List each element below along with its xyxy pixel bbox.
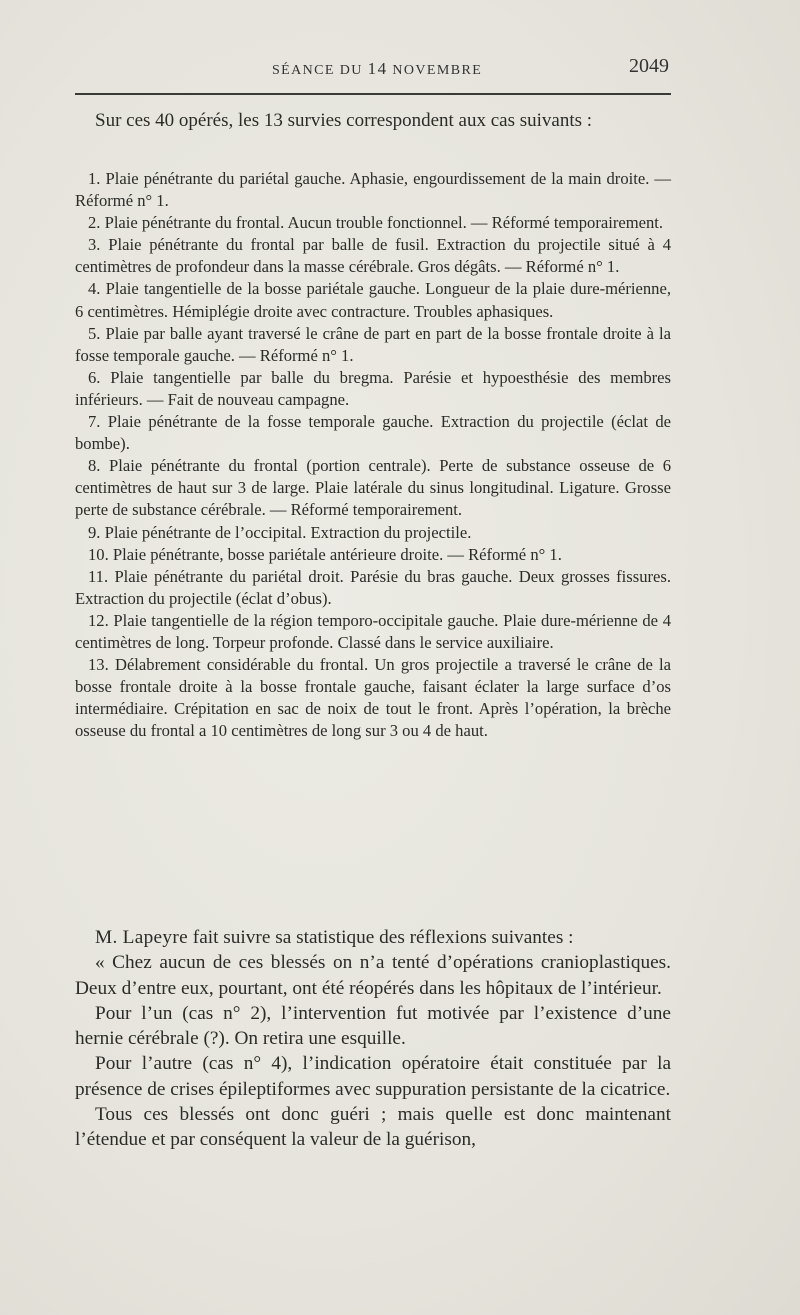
case-item: 12. Plaie tangentielle de la région temporo-occipitale gauche. Plaie dure-mérienne de 4 centimètres de long. Torpeur profonde. Classé dans le service auxiliaire.: [75, 610, 671, 652]
page-number: 2049: [629, 55, 669, 77]
case-item: 10. Plaie pénétrante, bosse pariétale antérieure droite. — Réformé n° 1.: [88, 544, 562, 564]
discussion-paragraph: « Chez aucun de ces blessés on n’a tenté d’opérations cranioplastiques. Deux d’entre eux, pourtant, ont été réopérés dans les hôpitaux de l’intérieur.: [75, 952, 671, 999]
case-item: 8. Plaie pénétrante du frontal (portion centrale). Perte de substance osseuse de 6 centimètres de haut sur 3 de large. Plaie latérale du sinus longitudinal. Ligature. Grosse perte de substance cérébrale. — Réformé temporairement.: [75, 456, 671, 520]
case-item: 4. Plaie tangentielle de la bosse pariétale gauche. Longueur de la plaie dure-mérienne, 6 centimètres. Hémiplégie droite avec contracture. Troubles aphasiques.: [75, 279, 671, 321]
running-head-day: 14: [367, 59, 388, 78]
intro-paragraph: Sur ces 40 opérés, les 13 survies correspondent aux cas suivants :: [95, 110, 593, 131]
running-head: [272, 59, 482, 79]
case-item: 1. Plaie pénétrante du pariétal gauche. Aphasie, engourdissement de la main droite. — Réformé n° 1.: [75, 169, 671, 211]
running-head-suffix: NOVEMBRE: [387, 63, 483, 78]
case-item: 11. Plaie pénétrante du pariétal droit. Parésie du bras gauche. Deux grosses fissures. Extraction du projectile (éclat d’obus).: [75, 566, 671, 608]
discussion-paragraph: Tous ces blessés ont donc guéri ; mais quelle est donc maintenant l’étendue et par conséquent la valeur de la guérison,: [75, 1104, 671, 1151]
case-list: [75, 168, 671, 742]
case-item: 13. Délabrement considérable du frontal. Un gros projectile a traversé le crâne de la bosse frontale droite à la bosse frontale gauche, faisant éclater la large surface d’os intermédiaire. Crépitation en sac de noix de tout le front. Après l’opération, la brèche osseuse du frontal a 10 centimètres de long sur 3 ou 4 de haut.: [75, 655, 671, 741]
discussion-paragraph: Pour l’autre (cas n° 4), l’indication opératoire était constituée par la présence de crises épileptiformes avec suppuration persistante de la cicatrice.: [75, 1053, 671, 1100]
discussion-section: [75, 925, 671, 1153]
header-rule: [75, 93, 671, 95]
case-item: 2. Plaie pénétrante du frontal. Aucun trouble fonctionnel. — Réformé temporairement.: [88, 213, 664, 233]
speaker-name: M. Lapeyre: [95, 927, 188, 948]
case-item: 9. Plaie pénétrante de l’occipital. Extraction du projectile.: [88, 522, 472, 542]
case-item: 7. Plaie pénétrante de la fosse temporale gauche. Extraction du projectile (éclat de bombe).: [75, 412, 671, 454]
opening-text: fait suivre sa statistique des réflexions suivantes :: [187, 927, 574, 948]
case-item: 6. Plaie tangentielle par balle du bregma. Parésie et hypoesthésie des membres inférieurs. — Fait de nouveau campagne.: [75, 367, 671, 409]
case-item: 5. Plaie par balle ayant traversé le crâne de part en part de la bosse frontale droite à la fosse temporale gauche. — Réformé n° 1.: [75, 323, 671, 365]
running-head-prefix: SÉANCE DU: [272, 63, 368, 78]
case-item: 3. Plaie pénétrante du frontal par balle de fusil. Extraction du projectile situé à 4 centimètres de profondeur dans la masse cérébrale. Gros dégâts. — Réformé n° 1.: [75, 235, 671, 277]
page-header: [75, 52, 671, 82]
discussion-opening: [75, 925, 671, 950]
discussion-paragraph: Pour l’un (cas n° 2), l’intervention fut motivée par l’existence d’une hernie cérébrale (?). On retira une esquille.: [75, 1002, 671, 1050]
